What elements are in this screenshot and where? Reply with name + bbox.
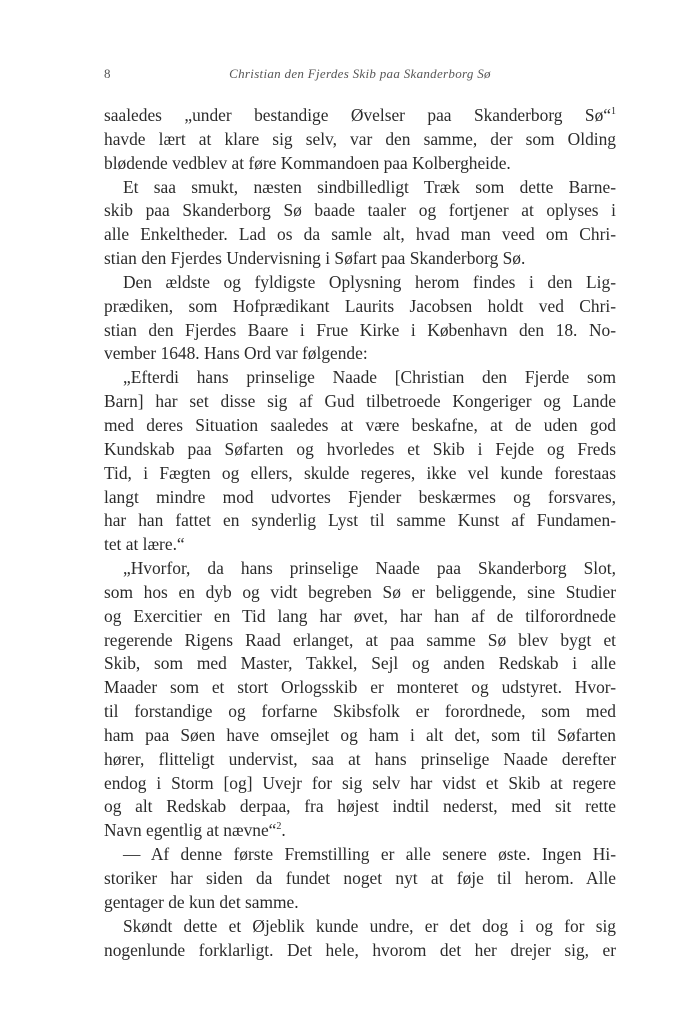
text-line: har han fattet en synderlig Lyst til samme Kunst af Fundamen- [104, 510, 616, 531]
text-line: „Hvorfor, da hans prinselige Naade paa Skanderborg Slot, [123, 558, 616, 579]
text-line: og alt Redskab derpaa, fra højest indtil nederst, med sit rette [104, 796, 616, 817]
text-line: saaledes „under bestandige Øvelser paa Skanderborg Sø“$^1$ [104, 105, 616, 125]
page-number: 8 [104, 66, 111, 81]
text-line: Navn egentlig at nævne“$^2$. [104, 820, 286, 841]
text-line: med deres Situation saaledes at være beskafne, at de uden god [104, 414, 616, 435]
running-head [104, 66, 616, 86]
text-line: Den ældste og fyldigste Oplysning herom findes i den Lig- [123, 271, 616, 292]
text-line: endog i Storm [og] Uvejr for sig selv har vidst et Skib at regere [104, 772, 616, 793]
text-line: — Af denne første Fremstilling er alle senere øste. Ingen Hi- [123, 844, 616, 865]
text-line: Skib, som med Master, Takkel, Sejl og anden Redskab i alle [104, 653, 616, 674]
body-text [104, 104, 616, 962]
footnote-marker: 2 [276, 821, 282, 833]
text-line: gentager de kun det samme. [104, 891, 299, 912]
text-line: storiker har siden da fundet noget nyt at føje til herom. Alle [104, 868, 616, 888]
text-line: Maader som et stort Orlogsskib er monteret og udstyret. Hvor- [104, 677, 616, 698]
text-line: „Efterdi hans prinselige Naade [Christian den Fjerde som [123, 367, 616, 388]
text-line: hører, flitteligt undervist, saa at hans prinselige Naade derefter [104, 748, 616, 769]
text-line: langt mindre mod udvortes Fjender beskærmes og forsvares, [104, 486, 616, 507]
text-line: som hos en dyb og vidt begreben Sø er beliggende, sine Studier [104, 581, 616, 602]
footnote-marker: 1 [611, 106, 616, 117]
running-title: Christian den Fjerdes Skib paa Skanderborg Sø [229, 66, 491, 81]
text-line: havde lært at klare sig selv, var den samme, der som Olding [104, 128, 616, 149]
text-line: Kundskab paa Søfarten og hvorledes et Skib i Fejde og Freds [104, 438, 616, 459]
text-line: ham paa Søen have omsejlet og ham i alt det, som til Søfarten [104, 724, 616, 745]
text-line: tet at lære.“ [104, 534, 185, 555]
text-line: Skøndt dette et Øjeblik kunde undre, er det dog i og for sig [123, 915, 616, 936]
text-line: og Exercitier en Tid lang har øvet, har han af de tilforordnede [104, 605, 616, 626]
text-line: prædiken, som Hofprædikant Laurits Jacobsen holdt ved Chri- [104, 295, 616, 316]
text-line: Et saa smukt, næsten sindbilledligt Træk som dette Barne- [123, 176, 616, 197]
text-line: regerende Rigens Raad erlanget, at paa samme Sø blev bygt et [104, 629, 616, 650]
text-line: blødende vedblev at føre Kommandoen paa Kolbergheide. [104, 152, 511, 173]
text-line: skib paa Skanderborg Sø baade taaler og fortjener at oplyses i [104, 200, 616, 221]
text-line: til forstandige og forfarne Skibsfolk er forordnede, som med [104, 701, 616, 722]
text-line: stian den Fjerdes Undervisning i Søfart paa Skanderborg Sø. [104, 248, 526, 269]
text-line: alle Enkeltheder. Lad os da samle alt, hvad man veed om Chri- [104, 224, 616, 245]
text-line: vember 1648. Hans Ord var følgende: [104, 343, 368, 364]
text-line: Tid, i Fægten og ellers, skulde regeres, ikke vel kunde forestaas [104, 462, 616, 483]
text-line: nogenlunde forklarligt. Det hele, hvorom det her drejer sig, er [104, 939, 616, 960]
text-line: stian den Fjerdes Baare i Frue Kirke i København den 18. No- [104, 319, 616, 340]
text-line: Barn] har set disse sig af Gud tilbetroede Kongeriger og Lande [104, 391, 616, 412]
